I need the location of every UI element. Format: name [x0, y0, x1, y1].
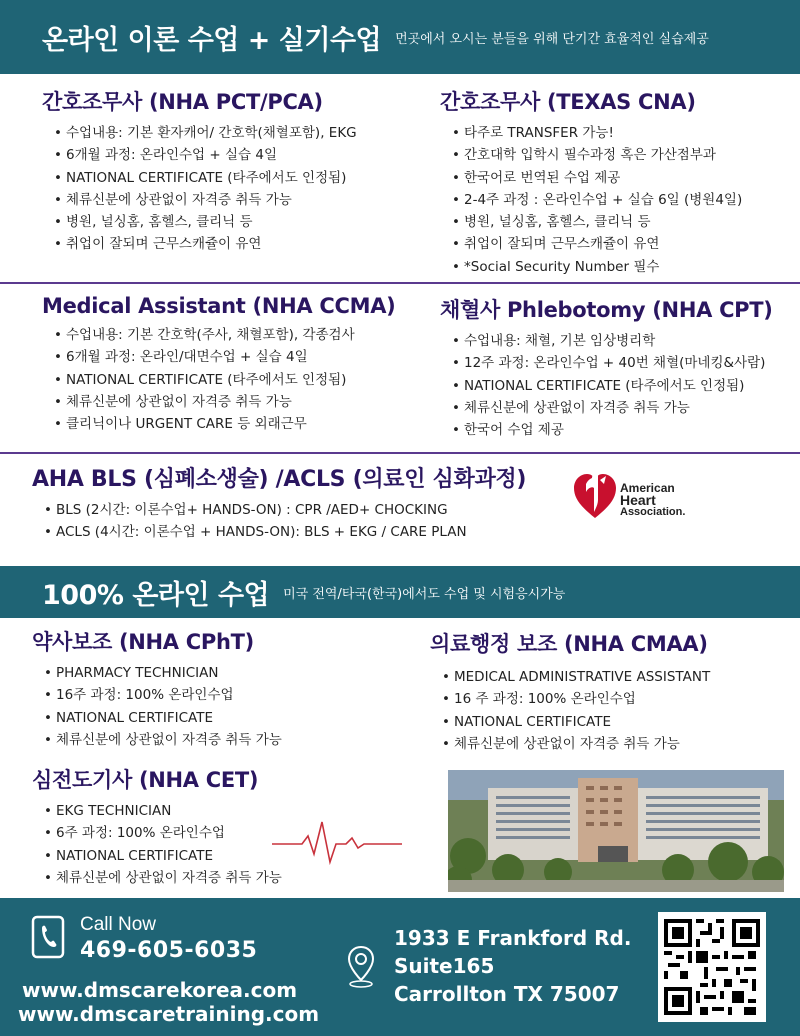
section-pct [42, 86, 357, 256]
list-item: • 체류신분에 상관없이 자격증 취득 가능 [54, 189, 357, 211]
aha-logo-text [620, 482, 685, 518]
section-cpt [440, 294, 773, 441]
list-item: • 병원, 널싱홈, 홈헬스, 클리닉 등 [452, 211, 742, 233]
list-item: • 6개월 과정: 온라인/대면수업 + 실습 4일 [54, 346, 395, 368]
list-item: • 클리닉이나 URGENT CARE 등 외래근무 [54, 413, 395, 435]
section-title: 간호조무사 (NHA PCT/PCA) [42, 90, 323, 114]
website-link[interactable]: www.dmscaretraining.com [18, 1002, 320, 1026]
qr-code[interactable] [658, 912, 766, 1022]
section-title: AHA BLS (심폐소생술) /ACLS (의료인 심화과정) [32, 467, 527, 492]
list-item: • 간호대학 입학시 필수과정 혹은 가산점부과 [452, 144, 742, 166]
footer [0, 898, 800, 1036]
list-item: • 취업이 잘되며 근무스캐쥴이 유연 [452, 233, 742, 255]
section-cmaa [430, 628, 710, 755]
aha-logo [572, 470, 692, 530]
top-banner [0, 0, 800, 74]
list-item: • 체류신분에 상관없이 자격증 취득 가능 [44, 729, 282, 751]
section-cet [32, 764, 282, 889]
list-item: • 한국어 수업 제공 [452, 419, 773, 441]
list-item: • 체류신분에 상관없이 자격증 취득 가능 [442, 733, 710, 755]
section-title: 약사보조 (NHA CPhT) [32, 630, 254, 654]
list-item: • MEDICAL ADMINISTRATIVE ASSISTANT [442, 666, 710, 688]
heartbeat-line-icon [272, 818, 402, 868]
section-texas-cna [440, 86, 742, 278]
list-item: • NATIONAL CERTIFICATE [442, 711, 710, 733]
phone-number[interactable]: 469-605-6035 [80, 938, 258, 963]
list-item: • 2-4주 과정 : 온라인수업 + 실습 6일 (병원4일) [452, 189, 742, 211]
list-item: • 6개월 과정: 온라인수업 + 실습 4일 [54, 144, 357, 166]
section-title: 간호조무사 (TEXAS CNA) [440, 90, 696, 114]
list-item: • 수업내용: 기본 간호학(주사, 채혈포함), 각종검사 [54, 324, 395, 346]
list-item: • 수업내용: 채혈, 기본 임상병리학 [452, 330, 773, 352]
call-now-label: Call Now [80, 914, 157, 935]
bullet-list [32, 662, 282, 751]
hospital-photo [448, 770, 784, 892]
list-item: • 타주로 TRANSFER 가능! [452, 122, 742, 144]
list-item: • 병원, 널싱홈, 홈헬스, 클리닉 등 [54, 211, 357, 233]
list-item: • NATIONAL CERTIFICATE [44, 707, 282, 729]
bullet-list [32, 800, 282, 889]
list-item: • 체류신분에 상관없이 자격증 취득 가능 [452, 397, 773, 419]
list-item: • 12주 과정: 온라인수업 + 40번 채혈(마네킹&사람) [452, 352, 773, 374]
address-line-2: Suite165 [394, 954, 495, 978]
list-item: • 수업내용: 기본 환자캐어/ 간호학(채혈포함), EKG [54, 122, 357, 144]
aha-line-1: American [620, 481, 675, 495]
website-link[interactable]: www.dmscarekorea.com [22, 978, 298, 1002]
section-divider [0, 282, 800, 284]
online-banner-title: 100% 온라인 수업 [42, 579, 270, 611]
list-item: • NATIONAL CERTIFICATE (타주에서도 인정됨) [54, 167, 357, 189]
list-item: • 한국어로 번역된 수업 제공 [452, 167, 742, 189]
list-item: • *Social Security Number 필수 [452, 256, 742, 278]
list-item: • 16주 과정: 100% 온라인수업 [44, 684, 282, 706]
bullet-list [430, 666, 710, 755]
location-pin-icon [346, 944, 376, 990]
list-item: • BLS (2시간: 이론수업+ HANDS-ON) : CPR /AED+ CHOCKING [44, 499, 526, 521]
list-item: • NATIONAL CERTIFICATE [44, 845, 282, 867]
banner-title: 온라인 이론 수업 + 실기수업 [42, 24, 382, 56]
section-title: Medical Assistant (NHA CCMA) [42, 294, 396, 318]
section-bls [32, 462, 526, 544]
list-item: • NATIONAL CERTIFICATE (타주에서도 인정됨) [54, 369, 395, 391]
section-ccma [42, 294, 395, 435]
bullet-list [440, 122, 742, 278]
list-item: • 취업이 잘되며 근무스캐쥴이 유연 [54, 233, 357, 255]
online-banner [0, 566, 800, 618]
list-item: • 체류신분에 상관없이 자격증 취득 가능 [44, 867, 282, 889]
list-item: • PHARMACY TECHNICIAN [44, 662, 282, 684]
bullet-list [42, 324, 395, 435]
bullet-list [440, 330, 773, 441]
phone-icon [30, 914, 66, 960]
list-item: • EKG TECHNICIAN [44, 800, 282, 822]
bullet-list [42, 122, 357, 256]
banner-subtitle: 먼곳에서 오시는 분들을 위해 단기간 효율적인 실습제공 [395, 31, 709, 47]
list-item: • 6주 과정: 100% 온라인수업 [44, 822, 282, 844]
list-item: • ACLS (4시간: 이론수업 + HANDS-ON): BLS + EKG / CARE PLAN [44, 521, 526, 543]
bullet-list [32, 499, 526, 544]
section-title: 채혈사 Phlebotomy (NHA CPT) [440, 298, 773, 322]
address-line-3: Carrollton TX 75007 [394, 982, 620, 1006]
list-item: • 16 주 과정: 100% 온라인수업 [442, 688, 710, 710]
list-item: • NATIONAL CERTIFICATE (타주에서도 인정됨) [452, 375, 773, 397]
aha-heart-logo-icon [572, 470, 618, 522]
aha-line-3: Association. [620, 506, 686, 518]
address-line-1: 1933 E Frankford Rd. [394, 926, 632, 950]
section-divider [0, 452, 800, 454]
aha-line-2: Heart [620, 492, 656, 508]
section-title: 심전도기사 (NHA CET) [32, 768, 259, 792]
section-cpht [32, 626, 282, 751]
section-title: 의료행정 보조 (NHA CMAA) [430, 632, 708, 656]
list-item: • 체류신분에 상관없이 자격증 취득 가능 [54, 391, 395, 413]
online-banner-subtitle: 미국 전역/타국(한국)에서도 수업 및 시험응시가능 [283, 586, 566, 602]
